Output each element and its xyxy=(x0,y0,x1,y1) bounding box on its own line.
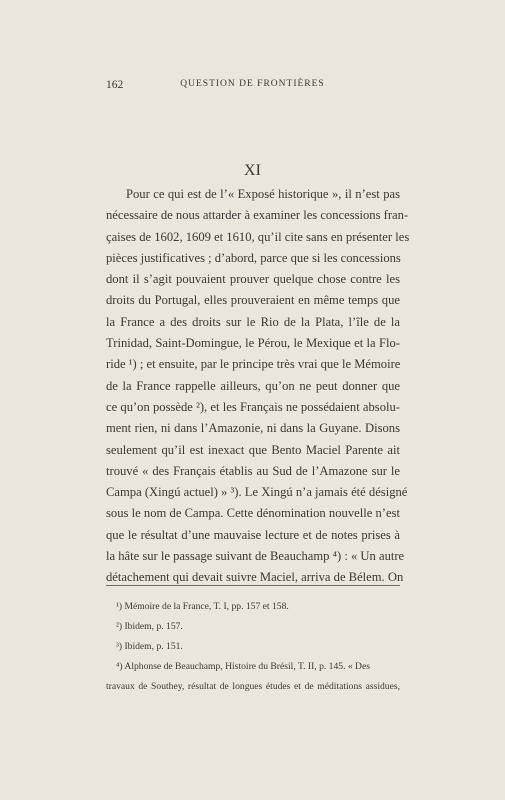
footnote: ²) Ibidem, p. 157. xyxy=(116,621,183,632)
text-line: la hâte sur le passage suivant de Beauchamp ⁴) : « Un autre xyxy=(106,549,405,564)
text-line: sous le nom de Campa. Cette dénomination nouvelle n’est xyxy=(106,506,400,521)
section-heading: XI xyxy=(244,162,261,179)
text-line: Trinidad, Saint-Domingue, le Pérou, le Mexique et la Flo- xyxy=(106,336,400,351)
text-line: çaises de 1602, 1609 et 1610, qu’il cite sans en présenter les xyxy=(106,229,410,244)
footnote: ⁴) Alphonse de Beauchamp, Histoire du Brésil, T. II, p. 145. « Des xyxy=(116,661,370,672)
text-line: seulement qu’il est inexact que Bento Maciel Parente ait xyxy=(106,442,400,457)
footnotes xyxy=(106,597,400,697)
text-line: ce qu’on possède ²), et les Français ne possédaient absolu- xyxy=(106,399,400,414)
text-line: pièces justificatives ; d’abord, parce que si les concessions xyxy=(106,250,401,265)
running-title: QUESTION DE FRONTIÈRES xyxy=(180,79,325,89)
text-line: ride ¹) ; et ensuite, par le principe très vrai que le Mémoire xyxy=(106,357,401,372)
text-line: droits du Portugal, elles prouveraient en même temps que xyxy=(106,293,400,308)
page-number: 162 xyxy=(106,79,124,91)
footnote-divider xyxy=(106,585,400,586)
text-line: dont il s’agit pouvaient prouver quelque chose contre les xyxy=(106,272,400,287)
footnote: ¹) Mémoire de la France, T. I, pp. 157 et 158. xyxy=(116,601,289,612)
text-line: nécessaire de nous attarder à examiner les concessions fran- xyxy=(106,208,409,223)
text-line: Pour ce qui est de l’« Exposé historique », il n’est pas xyxy=(126,187,400,201)
text-line: ment rien, ni dans l’Amazonie, ni dans la Guyane. Disons xyxy=(106,421,400,436)
footnote: ³) Ibidem, p. 151. xyxy=(116,641,183,652)
text-line: que le résultat d’une mauvaise lecture et de notes prises à xyxy=(106,527,400,542)
text-line: Campa (Xingú actuel) » ³). Le Xingú n’a jamais été désigné xyxy=(106,485,408,500)
footnote-continuation: travaux de Southey, résultat de longues études et de méditations assidues, xyxy=(106,681,400,692)
text-line: détachement qui devait suivre Maciel, arriva de Bélem. On xyxy=(106,570,404,585)
body-paragraph xyxy=(106,184,410,589)
text-line: la France a des droits sur le Rio de la Plata, l’île de la xyxy=(106,314,400,329)
text-line: de la France rappelle ailleurs, qu’on ne peut donner que xyxy=(106,378,400,393)
text-line: trouvé « des Français établis au Sud de l’Amazone sur le xyxy=(106,463,400,478)
page-header xyxy=(106,79,399,95)
